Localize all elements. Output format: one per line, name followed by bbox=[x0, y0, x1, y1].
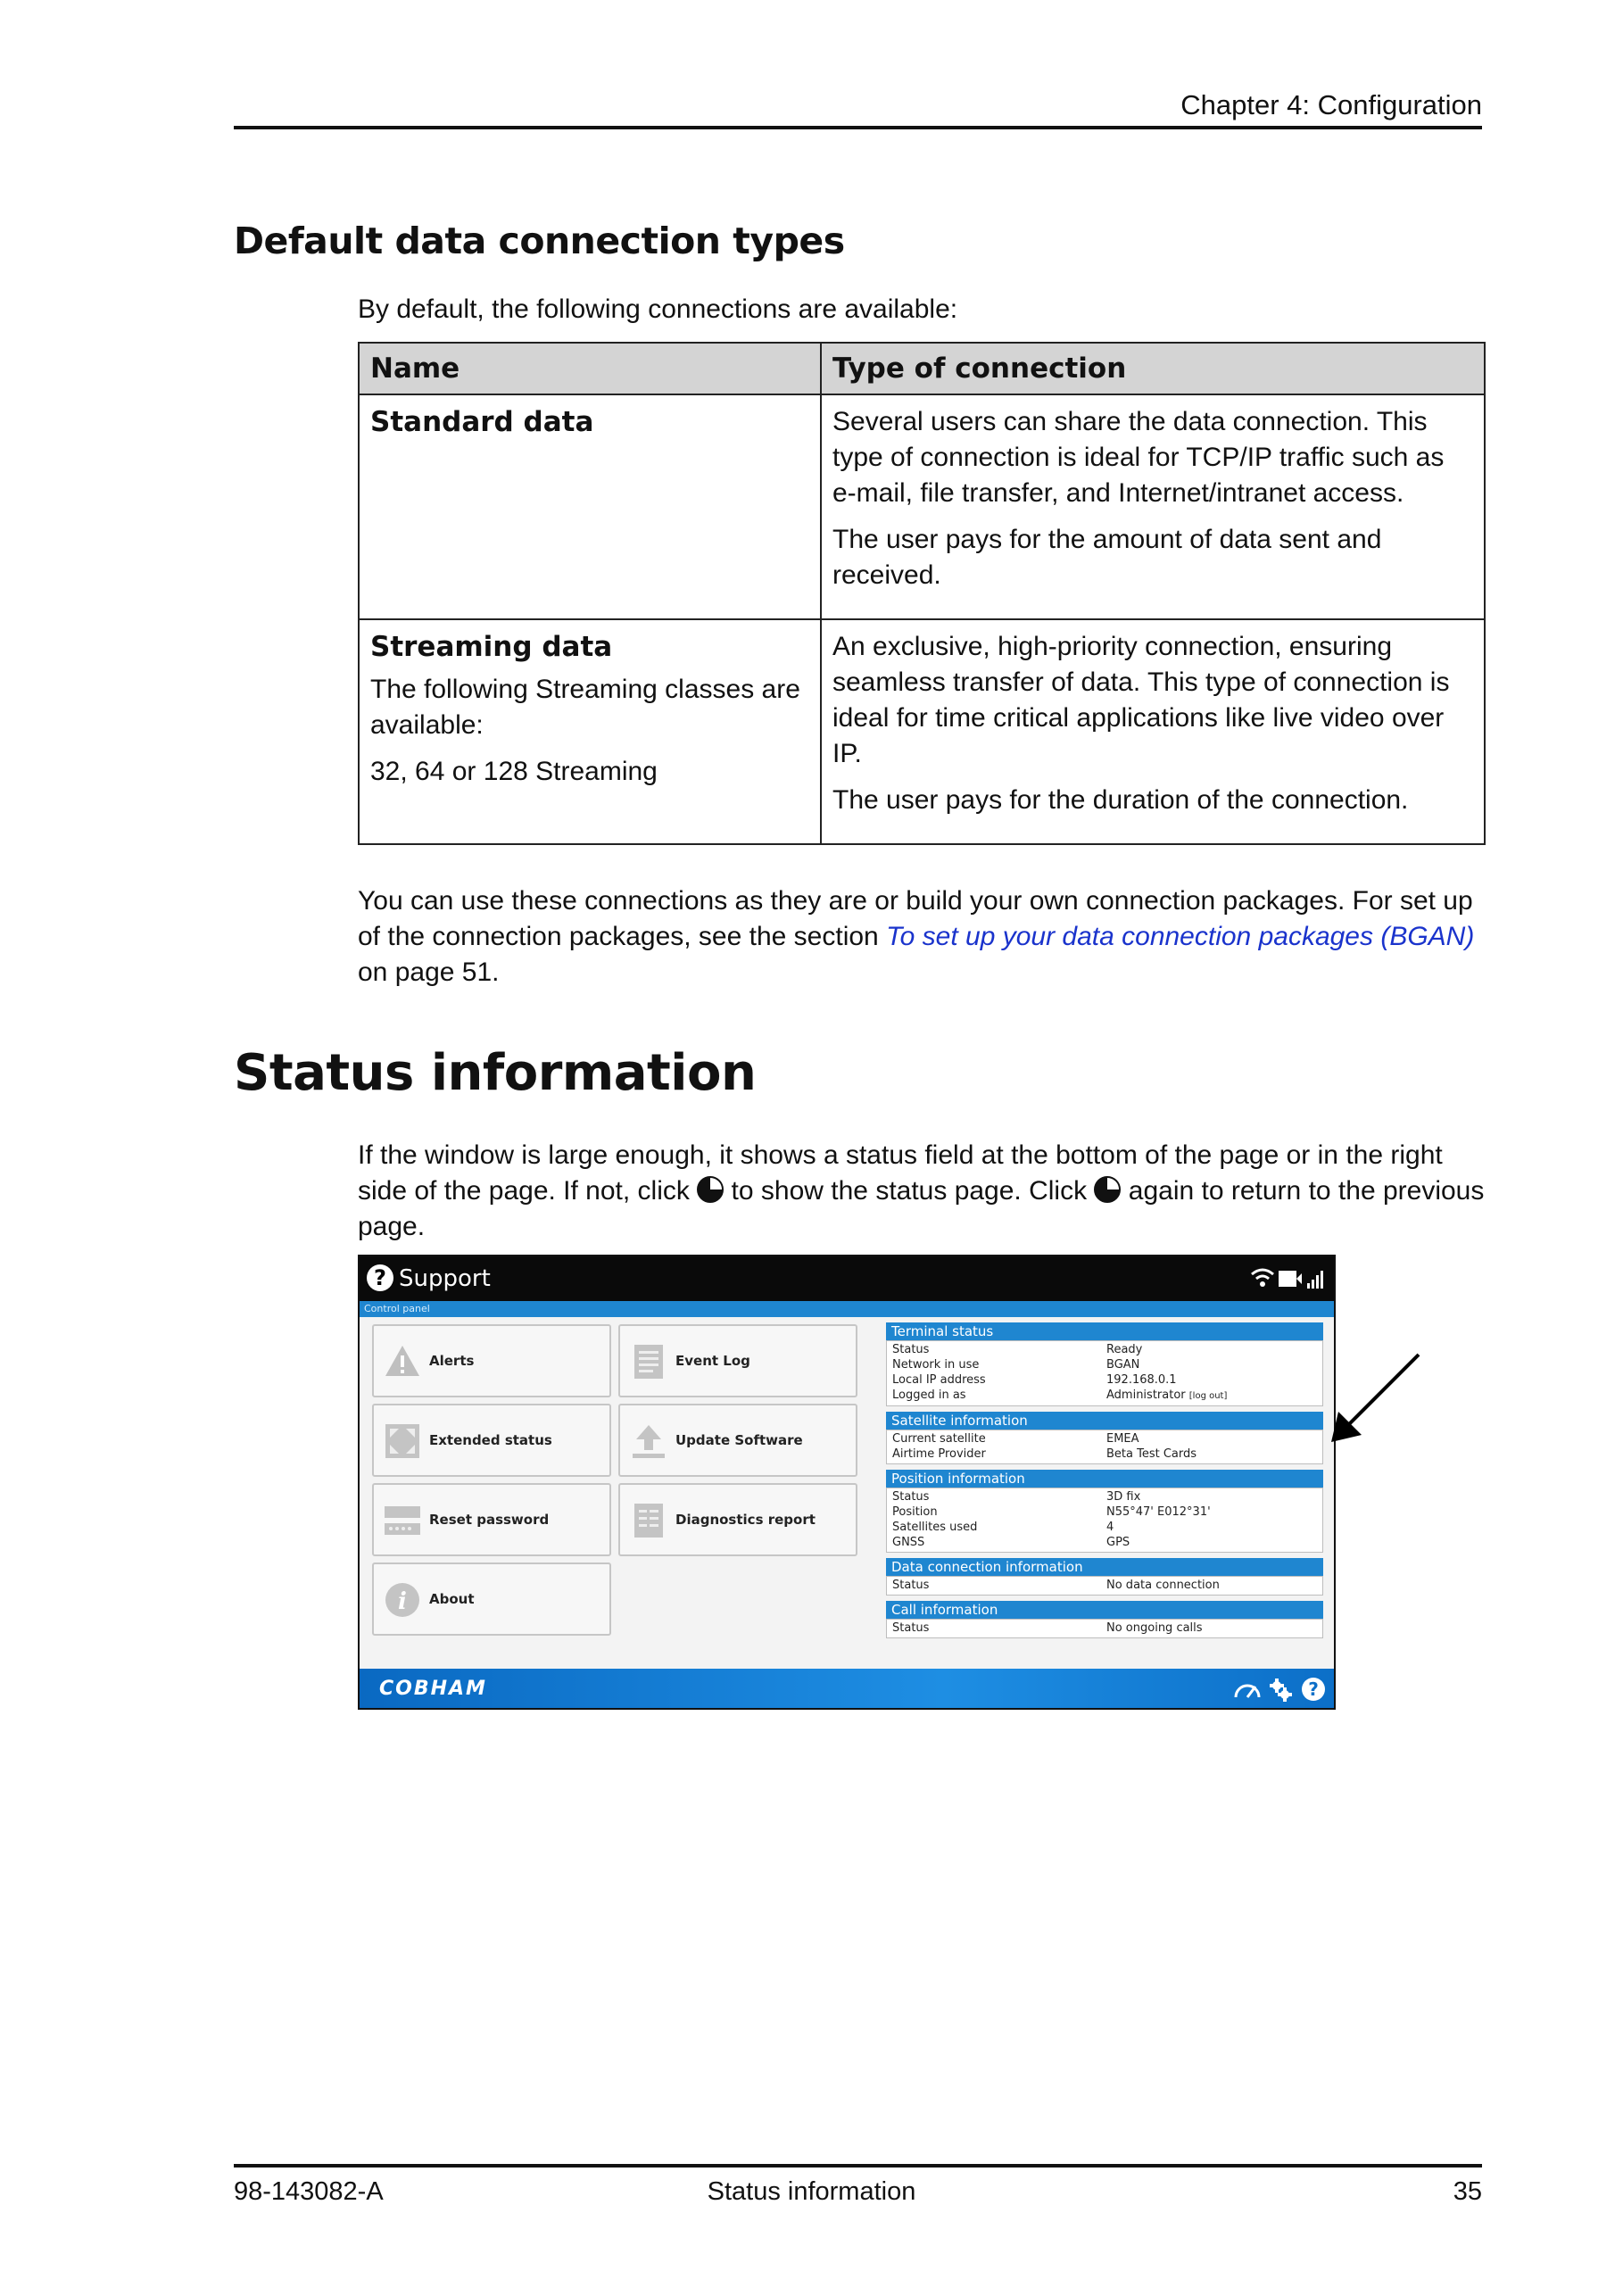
tile-label: Extended status bbox=[429, 1432, 552, 1448]
status-row bbox=[892, 1620, 1317, 1636]
table-header-type: Type of connection bbox=[821, 343, 1485, 394]
table-cell-desc bbox=[821, 619, 1485, 844]
help-icon[interactable] bbox=[1302, 1678, 1325, 1701]
connection-desc: An exclusive, high-priority connection, ensuring seamless transfer of data. This type of connection is ideal for time critical applications like live video over IP. bbox=[832, 632, 1450, 768]
table-cell-name bbox=[359, 619, 821, 844]
status-text: If the window is large enough, it shows a status field at the bottom of the page or in the right side of the page. If not, click bbox=[358, 1140, 1443, 1206]
table-cell-name bbox=[359, 394, 821, 619]
breadcrumb[interactable]: Control panel bbox=[360, 1301, 1336, 1317]
section-body bbox=[886, 1340, 1323, 1406]
row-value: EMEA bbox=[1106, 1432, 1139, 1446]
tile-label: Diagnostics report bbox=[675, 1512, 816, 1528]
tile-label: About bbox=[429, 1591, 475, 1607]
row-key: Airtime Provider bbox=[892, 1447, 986, 1461]
password-icon bbox=[383, 1501, 422, 1540]
row-key: Local IP address bbox=[892, 1373, 986, 1387]
row-value: BGAN bbox=[1106, 1358, 1140, 1372]
row-value: GPS bbox=[1106, 1536, 1130, 1549]
dashboard-gauge-icon[interactable] bbox=[1236, 1686, 1259, 1697]
row-value: 192.168.0.1 bbox=[1106, 1373, 1177, 1387]
status-panel bbox=[886, 1322, 1323, 1638]
section-body bbox=[886, 1430, 1323, 1464]
position-info-section bbox=[886, 1470, 1323, 1553]
top-bar bbox=[360, 1256, 1334, 1301]
settings-gear-icon[interactable] bbox=[1270, 1678, 1292, 1702]
row-value: No data connection bbox=[1106, 1579, 1220, 1592]
logout-link[interactable]: [log out] bbox=[1188, 1391, 1228, 1401]
note-text: on page 51. bbox=[358, 957, 500, 987]
tile-reset-password[interactable] bbox=[372, 1483, 611, 1556]
status-row bbox=[892, 1535, 1317, 1550]
page-number: 35 bbox=[1453, 2177, 1482, 2206]
connection-types-table bbox=[358, 342, 1486, 845]
row-key: GNSS bbox=[892, 1536, 925, 1549]
status-heading: Status information bbox=[234, 1044, 757, 1102]
connection-desc: The user pays for the amount of data sent and received. bbox=[832, 525, 1382, 590]
row-key: Logged in as bbox=[892, 1388, 966, 1402]
table-row bbox=[359, 394, 1485, 619]
status-row bbox=[892, 1372, 1317, 1388]
status-row bbox=[892, 1431, 1317, 1446]
svg-text:?: ? bbox=[1308, 1678, 1319, 1700]
row-key: Position bbox=[892, 1505, 938, 1519]
row-value: 3D fix bbox=[1106, 1490, 1141, 1504]
upload-icon bbox=[629, 1422, 668, 1461]
section-title: Position information bbox=[886, 1470, 1323, 1488]
footer-rule bbox=[234, 2164, 1482, 2168]
connections-note bbox=[358, 883, 1491, 991]
data-connection-section bbox=[886, 1558, 1323, 1596]
status-pie-icon bbox=[697, 1176, 724, 1203]
status-paragraph bbox=[358, 1138, 1491, 1245]
section-body bbox=[886, 1576, 1323, 1596]
status-pie-icon bbox=[1094, 1176, 1121, 1203]
note-text: You can use these connections as they are or build your own connection packages. For set up of the connection packages, see the section bbox=[358, 886, 1473, 951]
row-key: Status bbox=[892, 1579, 930, 1592]
satellite-info-section bbox=[886, 1412, 1323, 1464]
expand-icon bbox=[383, 1422, 422, 1461]
status-text: to show the status page. Click bbox=[724, 1176, 1095, 1206]
svg-text:i: i bbox=[398, 1588, 407, 1615]
callout-arrow-icon bbox=[1326, 1349, 1424, 1447]
bottom-bar bbox=[360, 1669, 1334, 1708]
row-key: Network in use bbox=[892, 1358, 980, 1372]
row-value: Beta Test Cards bbox=[1106, 1447, 1197, 1461]
chapter-header: Chapter 4: Configuration bbox=[1180, 89, 1482, 120]
status-row bbox=[892, 1489, 1317, 1504]
section-heading: Default data connection types bbox=[234, 220, 845, 262]
connection-desc: Several users can share the data connection. This type of connection is ideal for TCP/IP traffic such as e-mail, file transfer, and Internet/intranet access. bbox=[832, 407, 1445, 508]
info-icon bbox=[383, 1580, 422, 1620]
section-body bbox=[886, 1488, 1323, 1553]
tile-update-software[interactable] bbox=[618, 1404, 857, 1477]
header-rule bbox=[234, 126, 1482, 129]
tile-diagnostics-report[interactable] bbox=[618, 1483, 857, 1556]
tile-label: Reset password bbox=[429, 1512, 550, 1528]
row-key: Status bbox=[892, 1490, 930, 1504]
status-row bbox=[892, 1520, 1317, 1535]
warning-icon bbox=[383, 1342, 422, 1381]
connection-name: Streaming data bbox=[370, 631, 613, 663]
section-body bbox=[886, 1619, 1323, 1638]
tile-label: Update Software bbox=[675, 1432, 803, 1448]
connection-desc: The user pays for the duration of the connection. bbox=[832, 785, 1409, 815]
connection-detail: 32, 64 or 128 Streaming bbox=[370, 757, 658, 786]
row-key: Current satellite bbox=[892, 1432, 986, 1446]
cobham-logo[interactable]: COBHAM bbox=[379, 1678, 487, 1700]
section-title: Call information bbox=[886, 1601, 1323, 1619]
call-info-section bbox=[886, 1601, 1323, 1638]
row-key: Status bbox=[892, 1621, 930, 1635]
row-value: No ongoing calls bbox=[1106, 1621, 1203, 1635]
bottom-toolbar bbox=[1230, 1676, 1329, 1703]
row-value: Ready bbox=[1106, 1343, 1143, 1356]
report-icon bbox=[629, 1501, 668, 1540]
tile-event-log[interactable] bbox=[618, 1324, 857, 1397]
tile-label: Event Log bbox=[675, 1353, 750, 1369]
table-cell-desc bbox=[821, 394, 1485, 619]
status-row bbox=[892, 1342, 1317, 1357]
table-row bbox=[359, 619, 1485, 844]
connection-packages-link[interactable]: To set up your data connection packages (BGAN) bbox=[886, 922, 1475, 951]
tile-alerts[interactable] bbox=[372, 1324, 611, 1397]
section-title: Satellite information bbox=[886, 1412, 1323, 1430]
intro-paragraph: By default, the following connections are available: bbox=[358, 294, 958, 324]
connection-detail: The following Streaming classes are available: bbox=[370, 675, 800, 740]
status-row bbox=[892, 1357, 1317, 1372]
connection-name: Standard data bbox=[370, 406, 594, 438]
section-title: Data connection information bbox=[886, 1558, 1323, 1576]
status-text: again to return to the previous page. bbox=[358, 1176, 1485, 1241]
help-circle-icon[interactable]: ? bbox=[367, 1264, 393, 1291]
section-title: Terminal status bbox=[886, 1322, 1323, 1340]
status-row bbox=[892, 1388, 1317, 1404]
row-key: Status bbox=[892, 1343, 930, 1356]
status-row bbox=[892, 1446, 1317, 1462]
doc-id: 98-143082-A bbox=[234, 2177, 384, 2206]
page-title: Support bbox=[399, 1265, 491, 1292]
document-icon bbox=[629, 1342, 668, 1381]
control-panel bbox=[360, 1317, 1334, 1669]
tile-about[interactable] bbox=[372, 1562, 611, 1636]
row-value bbox=[1106, 1388, 1227, 1404]
terminal-status-section bbox=[886, 1322, 1323, 1406]
tile-label: Alerts bbox=[429, 1353, 475, 1369]
logged-in-user: Administrator bbox=[1106, 1388, 1186, 1402]
support-screenshot bbox=[358, 1255, 1336, 1710]
tile-extended-status[interactable] bbox=[372, 1404, 611, 1477]
signal-status-icon[interactable] bbox=[1248, 1264, 1329, 1294]
status-row bbox=[892, 1578, 1317, 1593]
table-header-name: Name bbox=[359, 343, 821, 394]
row-value: 4 bbox=[1106, 1521, 1114, 1534]
row-value: N55°47' E012°31' bbox=[1106, 1505, 1211, 1519]
footer-section: Status information bbox=[707, 2177, 916, 2206]
status-row bbox=[892, 1504, 1317, 1520]
row-key: Satellites used bbox=[892, 1521, 978, 1534]
